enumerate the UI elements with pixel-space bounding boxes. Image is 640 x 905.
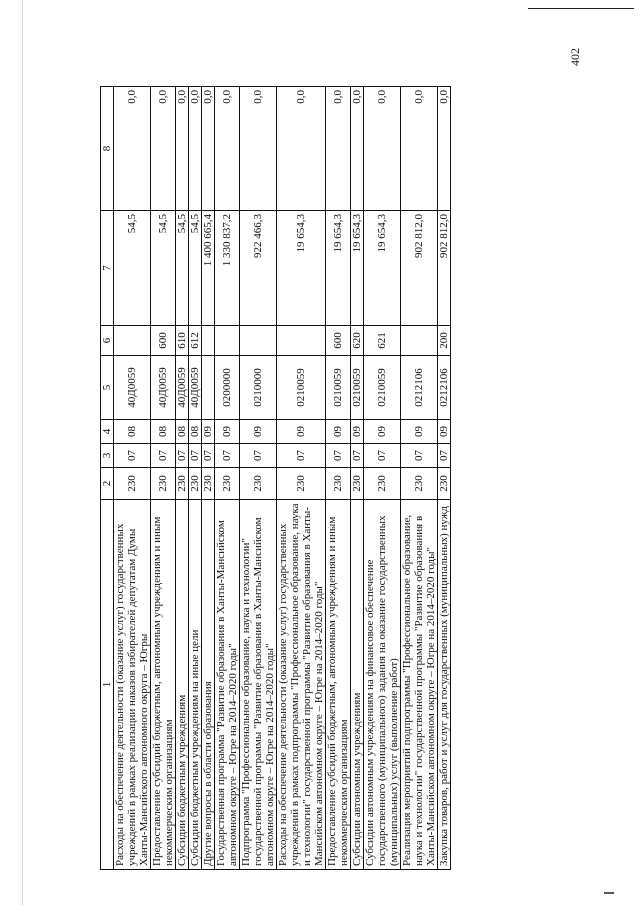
amount-col8: 0,0 bbox=[401, 87, 438, 211]
amount-col8: 0,0 bbox=[176, 87, 189, 211]
header-cell: 6 bbox=[101, 326, 114, 356]
subsection-code: 08 bbox=[114, 420, 151, 444]
expense-type-code bbox=[277, 326, 326, 356]
amount-col8: 0,0 bbox=[215, 87, 240, 211]
expense-type-code: 612 bbox=[189, 326, 202, 356]
ministry-code: 230 bbox=[438, 468, 451, 500]
subsection-code: 09 bbox=[202, 420, 215, 444]
ministry-code: 230 bbox=[277, 468, 326, 500]
subsection-code: 08 bbox=[176, 420, 189, 444]
header-cell: 3 bbox=[101, 444, 114, 468]
amount: 54,5 bbox=[189, 211, 202, 326]
subsection-code: 09 bbox=[215, 420, 240, 444]
top-rule bbox=[528, 8, 634, 9]
expense-name: Подпрограмма "Профессиональное образование, наука и технологии" государственной программы "Развитие образования в Ханты-Мансийском автономном округе – Югре на 2014–2020 годы" bbox=[240, 500, 277, 870]
target-article-code: 0212106 bbox=[438, 356, 451, 420]
expense-type-code bbox=[114, 326, 151, 356]
subsection-code: 08 bbox=[151, 420, 176, 444]
ministry-code: 230 bbox=[364, 468, 401, 500]
expense-name: Субсидии автономным учреждениям на финансовое обеспечение государственного (муниципального) задания на оказание государственных (муниципальных) услуг (выполнение работ) bbox=[364, 500, 401, 870]
section-code: 07 bbox=[202, 444, 215, 468]
section-code: 07 bbox=[114, 444, 151, 468]
expense-type-code: 620 bbox=[351, 326, 364, 356]
section-code: 07 bbox=[215, 444, 240, 468]
subsection-code: 09 bbox=[326, 420, 351, 444]
table-row bbox=[202, 87, 215, 870]
table-row bbox=[114, 87, 151, 870]
section-code: 07 bbox=[151, 444, 176, 468]
expense-type-code bbox=[240, 326, 277, 356]
expense-name: Субсидии бюджетным учреждениям на иные цели bbox=[189, 500, 202, 870]
target-article-code: 40Д0059 bbox=[176, 356, 189, 420]
subsection-code: 09 bbox=[277, 420, 326, 444]
subsection-code: 09 bbox=[438, 420, 451, 444]
table-header-row bbox=[101, 87, 114, 870]
table-row bbox=[240, 87, 277, 870]
section-code: 07 bbox=[401, 444, 438, 468]
amount: 19 654,3 bbox=[351, 211, 364, 326]
expense-type-code: 610 bbox=[176, 326, 189, 356]
table-row bbox=[215, 87, 240, 870]
ministry-code: 230 bbox=[215, 468, 240, 500]
header-cell: 8 bbox=[101, 87, 114, 211]
ministry-code: 230 bbox=[351, 468, 364, 500]
amount-col8: 0,0 bbox=[240, 87, 277, 211]
expense-name: Предоставление субсидий бюджетным, автономным учреждениям и иным некоммерческим организациям bbox=[326, 500, 351, 870]
target-article-code: 0212106 bbox=[401, 356, 438, 420]
table-row bbox=[351, 87, 364, 870]
target-article-code: 0210000 bbox=[240, 356, 277, 420]
table-row bbox=[176, 87, 189, 870]
table-row bbox=[364, 87, 401, 870]
expense-name: Субсидии бюджетным учреждениям bbox=[176, 500, 189, 870]
table-row bbox=[151, 87, 176, 870]
amount: 19 654,3 bbox=[364, 211, 401, 326]
expense-name: Предоставление субсидий бюджетным, автономным учреждениям и иным некоммерческим организациям bbox=[151, 500, 176, 870]
expense-type-code: 600 bbox=[326, 326, 351, 356]
header-cell: 1 bbox=[101, 500, 114, 870]
section-code: 07 bbox=[189, 444, 202, 468]
amount-col8: 0,0 bbox=[277, 87, 326, 211]
table-row bbox=[277, 87, 326, 870]
ministry-code: 230 bbox=[240, 468, 277, 500]
ministry-code: 230 bbox=[326, 468, 351, 500]
amount: 1 330 837,2 bbox=[215, 211, 240, 326]
amount: 19 654,3 bbox=[326, 211, 351, 326]
expense-name: Расходы на обеспечение деятельности (оказание услуг) государственных учреждений в рамках подпрограммы "Профессиональное образование, наука и технологии" государственной программы "Развитие образования в Ханты-Мансийском автономном округе – Югре на 2014–2020 годы" bbox=[277, 500, 326, 870]
ministry-code: 230 bbox=[401, 468, 438, 500]
expense-name: Закупка товаров, работ и услуг для государственных (муниципальных) нужд bbox=[438, 500, 451, 870]
scan-edge-line bbox=[22, 0, 23, 905]
table-row bbox=[326, 87, 351, 870]
expense-name: Реализация мероприятий подпрограммы "Профессиональное образование, наука и технологии" государственной программы "Развитие образования в Ханты-Мансийском автономном округе – Югре на 2014–2020 годы" bbox=[401, 500, 438, 870]
header-cell: 7 bbox=[101, 211, 114, 326]
section-code: 07 bbox=[277, 444, 326, 468]
table-row bbox=[189, 87, 202, 870]
target-article-code: 0210059 bbox=[351, 356, 364, 420]
amount-col8: 0,0 bbox=[114, 87, 151, 211]
subsection-code: 09 bbox=[364, 420, 401, 444]
expense-name: Другие вопросы в области образования bbox=[202, 500, 215, 870]
page-number: 402 bbox=[568, 48, 582, 66]
subsection-code: 09 bbox=[240, 420, 277, 444]
ministry-code: 230 bbox=[189, 468, 202, 500]
amount-col8: 0,0 bbox=[151, 87, 176, 211]
expense-name: Субсидии автономным учреждениям bbox=[351, 500, 364, 870]
amount: 902 812,0 bbox=[438, 211, 451, 326]
amount-col8: 0,0 bbox=[438, 87, 451, 211]
amount-col8: 0,0 bbox=[351, 87, 364, 211]
section-code: 07 bbox=[176, 444, 189, 468]
ministry-code: 230 bbox=[114, 468, 151, 500]
header-cell: 4 bbox=[101, 420, 114, 444]
section-code: 07 bbox=[326, 444, 351, 468]
target-article-code: 0210059 bbox=[364, 356, 401, 420]
amount: 1 400 665,4 bbox=[202, 211, 215, 326]
target-article-code: 0200000 bbox=[215, 356, 240, 420]
amount: 922 466,3 bbox=[240, 211, 277, 326]
expense-name: Расходы на обеспечение деятельности (оказание услуг) государственных учреждений в рамках реализации наказов избирателей депутатам Думы Ханты-Мансийского автономного округа – Югры bbox=[114, 500, 151, 870]
target-article-code: 0210059 bbox=[326, 356, 351, 420]
target-article-code: 0210059 bbox=[277, 356, 326, 420]
expense-type-code: 200 bbox=[438, 326, 451, 356]
target-article-code bbox=[202, 356, 215, 420]
amount-col8: 0,0 bbox=[202, 87, 215, 211]
ministry-code: 230 bbox=[202, 468, 215, 500]
table-row bbox=[438, 87, 451, 870]
budget-table-rotated bbox=[100, 87, 520, 870]
section-code: 07 bbox=[351, 444, 364, 468]
amount-col8: 0,0 bbox=[364, 87, 401, 211]
amount: 54,5 bbox=[176, 211, 189, 326]
ministry-code: 230 bbox=[176, 468, 189, 500]
expense-type-code bbox=[202, 326, 215, 356]
header-cell: 5 bbox=[101, 356, 114, 420]
budget-table bbox=[100, 86, 451, 870]
expense-type-code bbox=[401, 326, 438, 356]
expense-type-code: 600 bbox=[151, 326, 176, 356]
amount: 54,5 bbox=[114, 211, 151, 326]
amount: 19 654,3 bbox=[277, 211, 326, 326]
section-code: 07 bbox=[438, 444, 451, 468]
amount-col8: 0,0 bbox=[326, 87, 351, 211]
expense-type-code bbox=[215, 326, 240, 356]
amount: 902 812,0 bbox=[401, 211, 438, 326]
header-cell: 2 bbox=[101, 468, 114, 500]
ministry-code: 230 bbox=[151, 468, 176, 500]
target-article-code: 40Д0059 bbox=[151, 356, 176, 420]
amount-col8: 0,0 bbox=[189, 87, 202, 211]
expense-type-code: 621 bbox=[364, 326, 401, 356]
subsection-code: 09 bbox=[351, 420, 364, 444]
amount: 54,5 bbox=[151, 211, 176, 326]
target-article-code: 40Д0059 bbox=[189, 356, 202, 420]
scan-mark bbox=[604, 892, 614, 894]
section-code: 07 bbox=[240, 444, 277, 468]
subsection-code: 09 bbox=[401, 420, 438, 444]
subsection-code: 08 bbox=[189, 420, 202, 444]
target-article-code: 40Д0059 bbox=[114, 356, 151, 420]
section-code: 07 bbox=[364, 444, 401, 468]
expense-name: Государственная программа "Развитие образования в Ханты-Мансийском автономном округе – Югре на 2014–2020 годы" bbox=[215, 500, 240, 870]
table-row bbox=[401, 87, 438, 870]
